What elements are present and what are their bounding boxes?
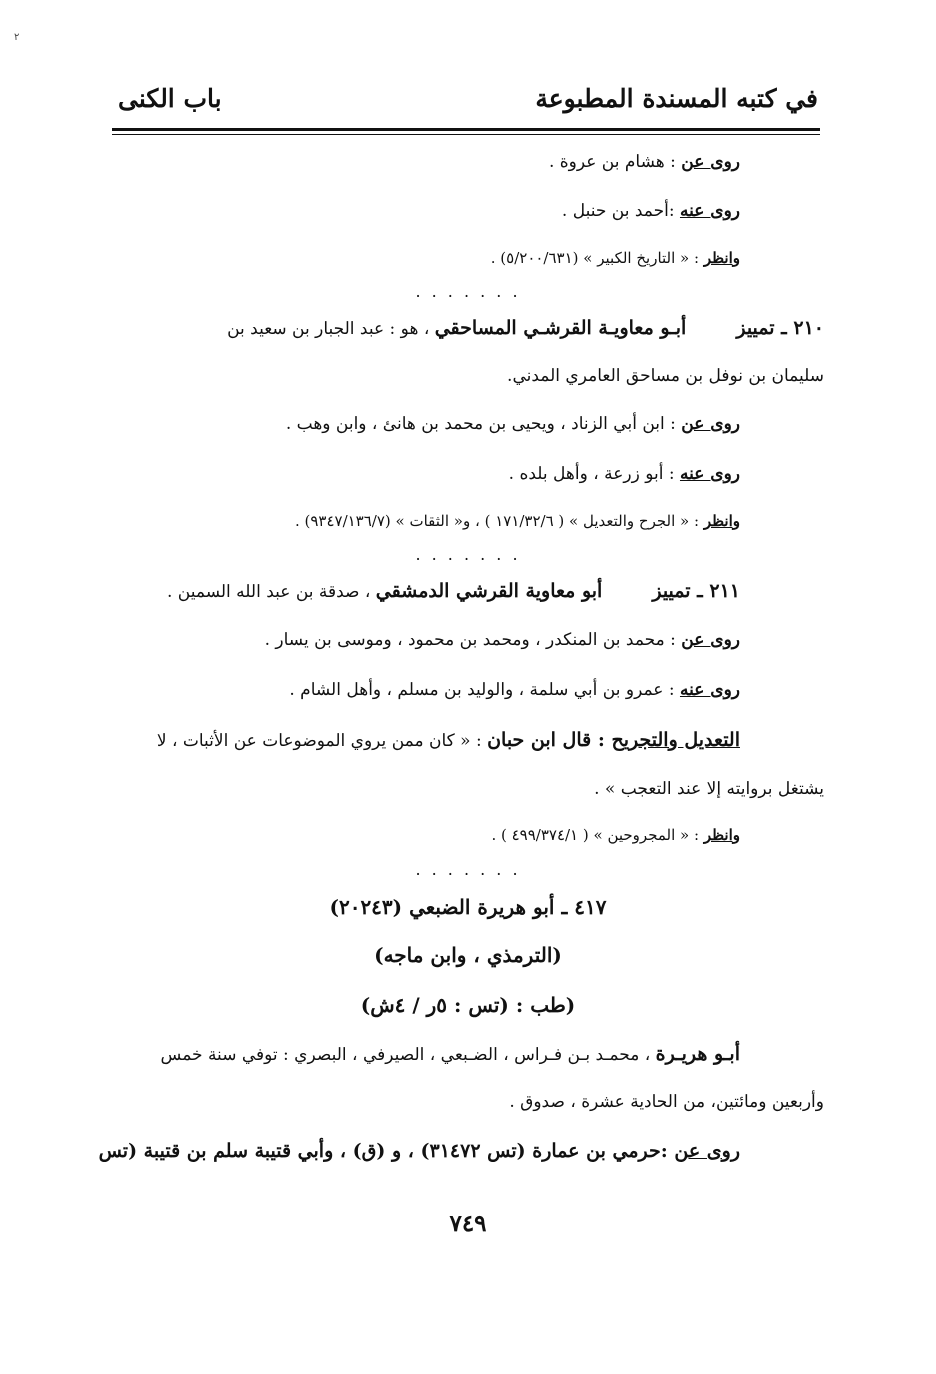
e211-name: أبو معاوية القرشي الدمشقي [375,580,603,602]
page-number: ٧٤٩ [449,1210,487,1237]
separator-dots: . . . . . . . [415,545,521,564]
e211-unzur-line [491,826,740,844]
e210-rawa-an-text: : ابن أبي الزناد ، ويحيى بن محمد بن هانئ ، وابن وهب . [285,414,682,434]
e210-rawa-anhu-text: : أبو زرعة ، وأهل بلده . [508,464,680,484]
e417-desc: ، محمـد بـن فـراس ، الضـبعي ، الصيرفي ، البصري : توفي سنة خمس [160,1045,656,1065]
e211-rawa-an-line [265,630,740,650]
e211-rawa-anhu-text: : عمرو بن أبي سلمة ، والوليد بن مسلم ، وأهل الشام . [289,680,680,700]
e211-desc: ، صدقة بن عبد الله السمين . [166,582,376,602]
e209-unzur-text: : « التاريخ الكبير » (٥/٢٠٠/٦٣١) . [490,249,704,267]
e210-rawa-an-label: روى عن [681,414,740,434]
e209-rawa-an-line [549,152,740,172]
e210-number: ٢١٠ ـ تمييز [736,317,824,339]
e209-unzur-label: وانظر [703,249,740,267]
corner-mark: ٢ [14,32,20,43]
header-rule-thick [112,128,820,131]
e211-tadil-label: التعديل والتجريح [611,729,740,751]
e417-desc-line1 [161,1043,740,1065]
e210-unzur-label: وانظر [703,512,740,530]
e211-rawa-an-label: روى عن [681,630,740,650]
e211-rawa-anhu-line [289,680,740,700]
e417-codes: (طب : (تس : ٥ر / ٤ش) [360,993,576,1017]
e210-desc: ، هو : عبد الجبار بن سعيد بن [227,319,435,339]
e417-subtitle: (الترمذي ، وابن ماجه) [374,943,562,967]
e417-desc-line2: وأربعين ومائتين، من الحادية عشرة ، صدوق . [509,1092,824,1112]
e210-name: أبـو معاويـة القرشـي المساحقي [434,317,687,339]
e210-rawa-anhu-line [509,464,740,484]
e210-heading-line [227,317,824,339]
e211-tadil-line [157,729,740,751]
e209-unzur-line [491,249,740,267]
e209-rawa-anhu-label: روى عنه [679,201,740,221]
e417-rawa-an-line [99,1140,740,1162]
running-header-title: في كتبه المسندة المطبوعة [535,84,818,113]
e209-rawa-anhu-line [562,201,740,221]
e210-unzur-line [295,512,740,530]
running-header-section: باب الكنى [118,84,222,113]
e211-rawa-anhu-label: روى عنه [679,680,740,700]
e210-rawa-an-line [286,414,740,434]
separator-dots: . . . . . . . [415,860,521,879]
e211-unzur-text: : « المجروحين » ( ٤٩٩/٣٧٤/١ ) . [491,826,704,844]
e211-tadil-line2: يشتغل بروايته إلا عند التعجب » . [594,779,824,799]
e210-desc-line2: سليمان بن نوفل بن مساحق العامري المدني. [507,366,824,386]
e211-heading-line [167,580,740,602]
separator-dots: . . . . . . . [415,282,521,301]
e209-rawa-anhu-text: :أحمد بن حنبل . [561,201,680,221]
e417-rawa-an-text: :حرمي بن عمارة (تس ٣١٤٧٢) ، و (ق) ، وأبي قتيبة سلم بن قتيبة (تس [98,1140,675,1162]
e210-rawa-anhu-label: روى عنه [679,464,740,484]
e417-title: ٤١٧ ـ أبو هريرة الضبعي (٢٠٢٤٣) [329,895,607,919]
e211-number: ٢١١ ـ تمييز [652,580,740,602]
e210-unzur-text: : « الجرح والتعديل » ( ١٧١/٣٢/٦ ) ، و« الثقات » (٩٣٤٧/١٣٦/٧) . [294,512,704,530]
e209-rawa-an-text: : هشام بن عروة . [548,152,682,172]
e211-tadil-attribution: : قال ابن حبان [487,729,612,751]
e211-tadil-quote: : « كان ممن يروي الموضوعات عن الأثبات ، لا [156,731,488,751]
e417-rawa-an-label: روى عن [674,1140,740,1162]
e209-rawa-an-label: روى عن [681,152,740,172]
e211-unzur-label: وانظر [703,826,740,844]
e417-name: أبـو هريـرة [655,1043,740,1065]
e211-rawa-an-text: : محمد بن المنكدر ، ومحمد بن محمود ، وموسى بن يسار . [264,630,682,650]
header-rule-thin [112,134,820,135]
